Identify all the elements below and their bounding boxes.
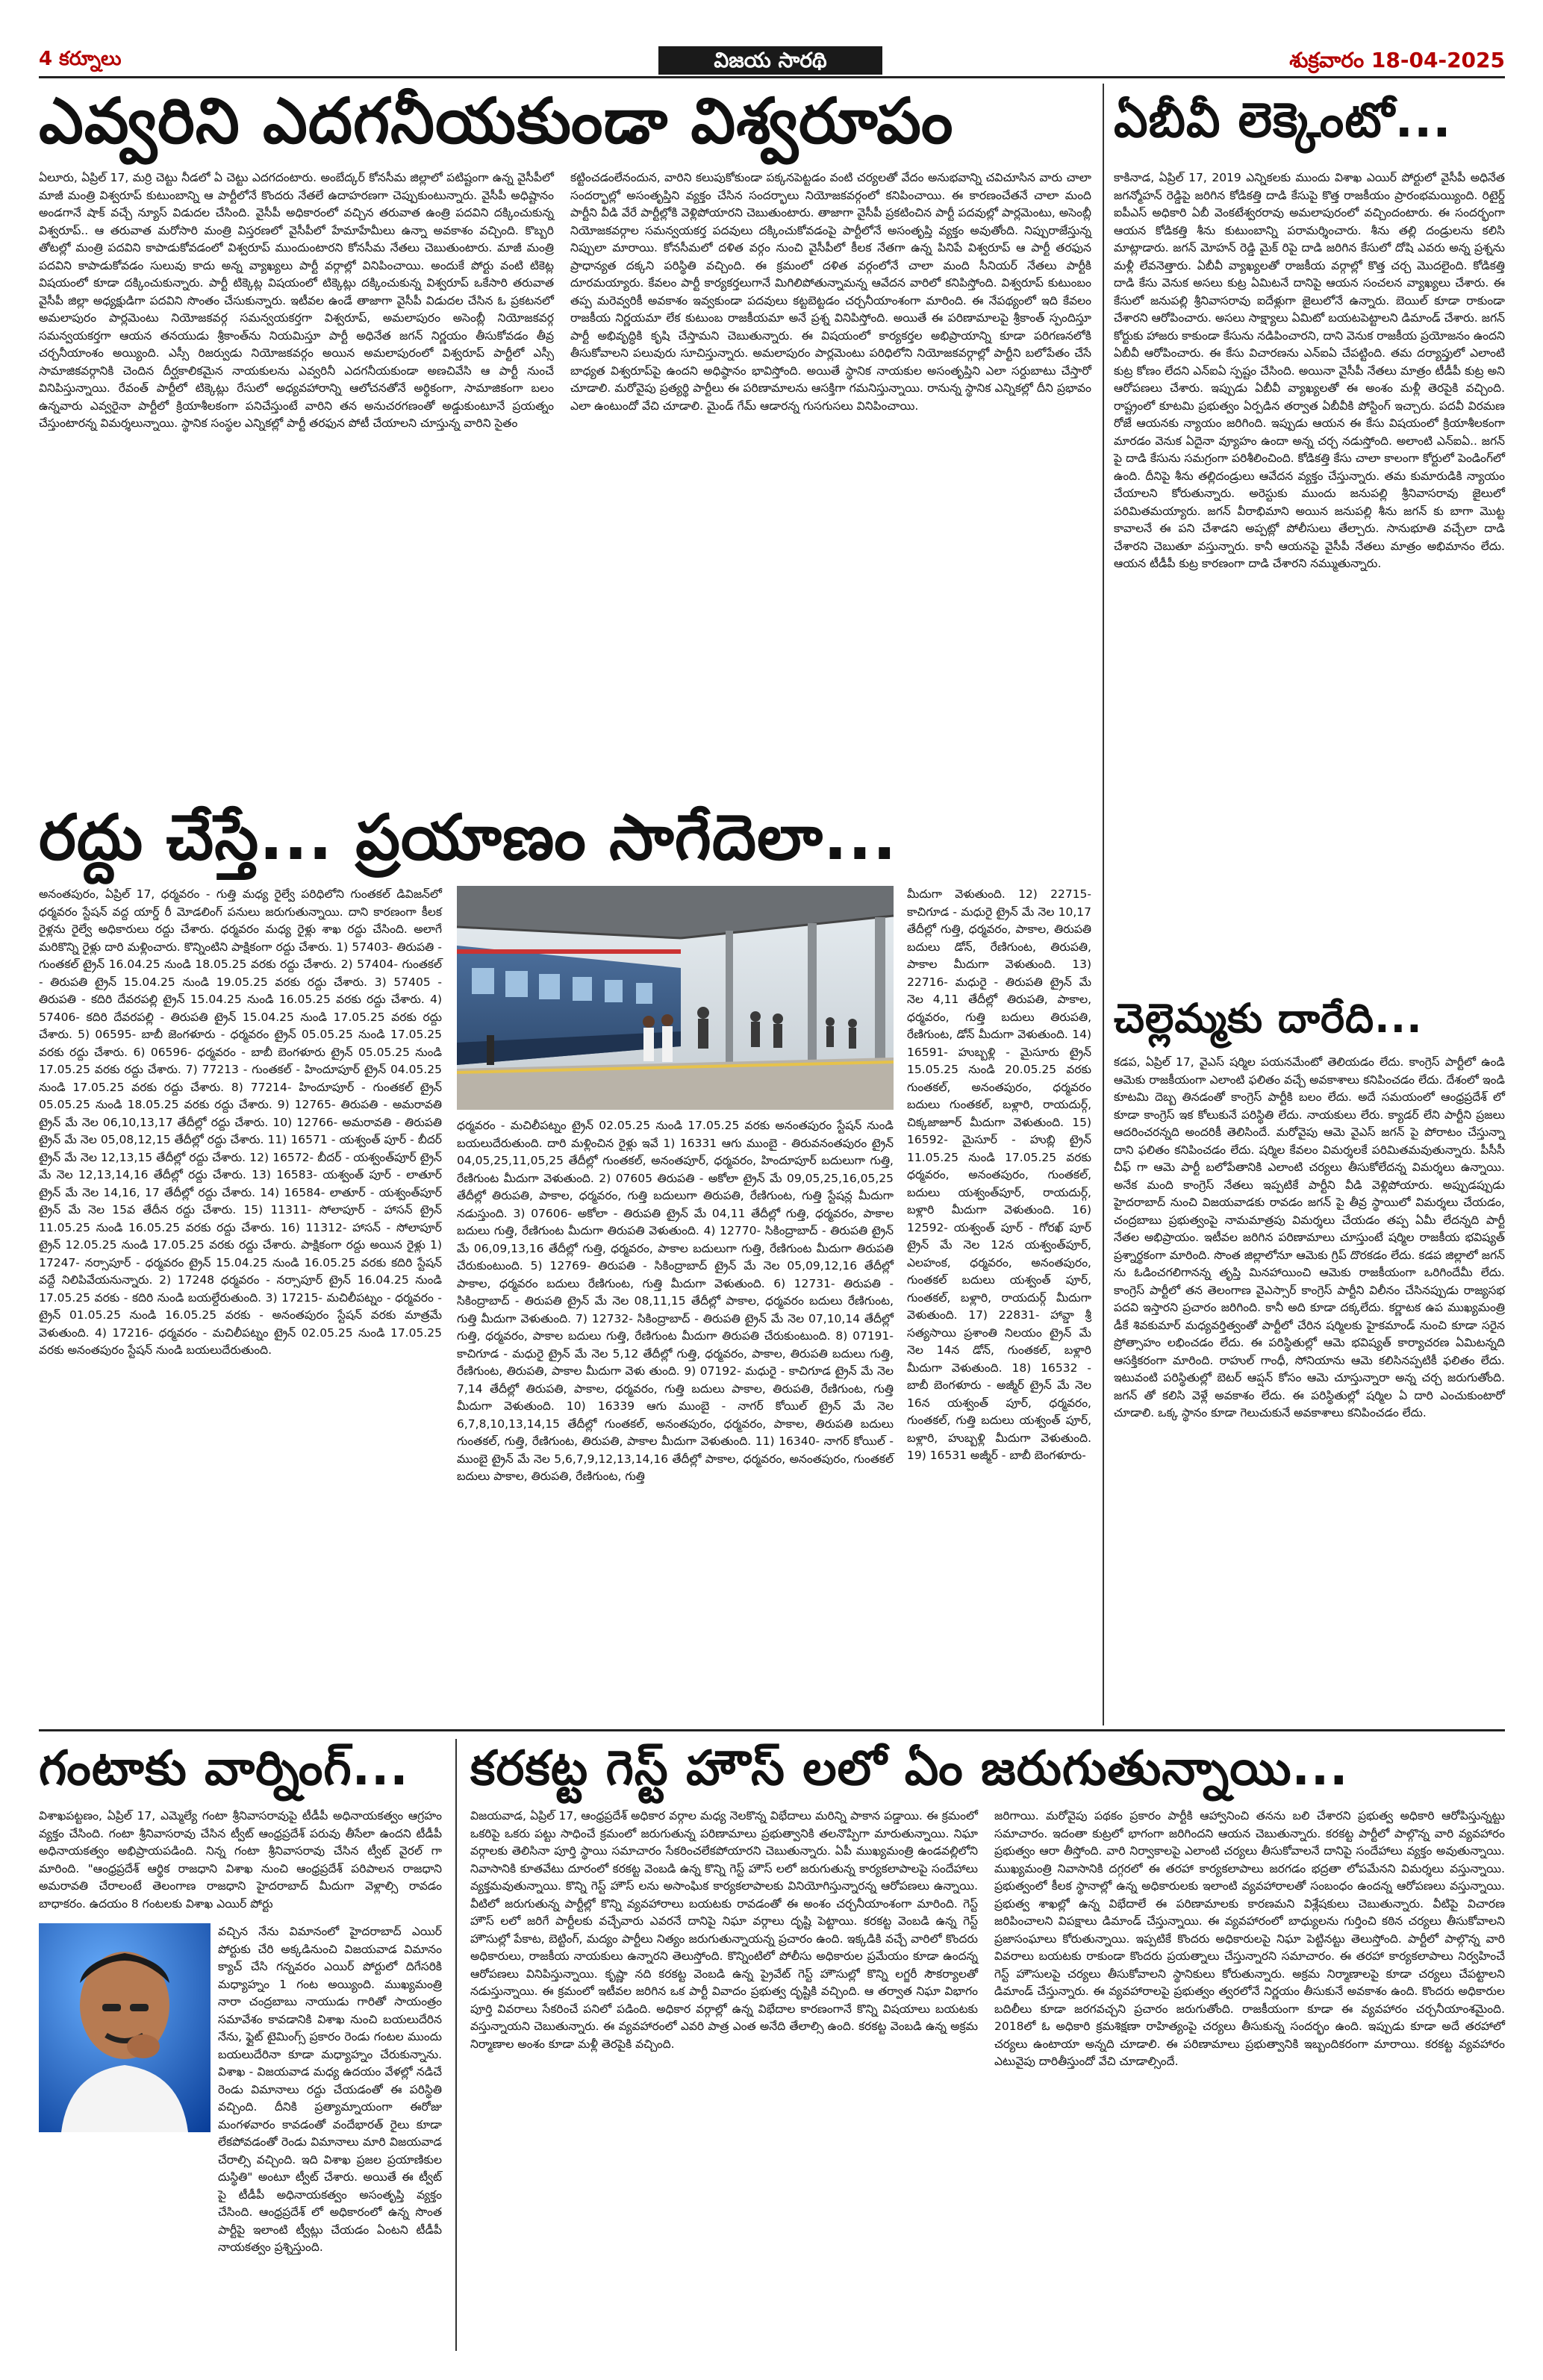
- story-abv-body: [1114, 169, 1505, 983]
- story-abv-text: కాకినాడ, ఏప్రిల్ 17, 2019 ఎన్నికలకు ముందు విశాఖ ఎయిర్ పోర్టులో వైసీపీ అధినేత జగన్మోహన్ రెడ్డిపై జరిగిన కోడికత్తి దాడి కేసుపై కొత్త రాజకీయం ప్రారంభమయ్యింది. రిటైర్డ్ ఐపీఎస్ అధికారి ఏబీ వెంకటేశ్వరరావు అమలాపురంలో వచ్చిందంటారు. ఈ సందర్భంగా ఆయన కోడికత్తి శీను కుటుంబాన్ని పరామర్శించారు. శీను తల్లి దండ్రులను కలిసి మాట్లాడారు. జగన్ మోహన్ రెడ్డి మైక్ రిపై దాడి జరిగిన కేసులో దోషి ఎవరు అన్న ప్రశ్నను మళ్లీ లేవనెత్తారు. ఏబీవీ వ్యాఖ్యలతో రాజకీయ వర్గాల్లో కొత్త చర్చ మొదలైంది. కోడికత్తి దాడి కేసు వెనుక అసలు కుట్ర ఏమిటనే దానిపై ఆయన సంచలన వ్యాఖ్యలు చేశారు. ఈ కేసులో జనుపల్లి శ్రీనివాసరావు ఐదేళ్లుగా జైలులోనే ఉన్నారు. బెయిల్ కూడా రాకుండా చేశారని ఆరోపించారు. అసలు సాక్ష్యాలు ఏమిటో బయటపెట్టాలని డిమాండ్ చేశారు. జగన్ కోర్టుకు హాజరు కాకుండా కేసును నడిపించారని, దాని వెనుక రాజకీయ ప్రయోజనం ఉందని ఏబీవీ ఆరోపించారు. ఈ కేసు విచారణను ఎన్ఐఏ చేపట్టింది. తమ దర్యాప్తులో ఎలాంటి కుట్ర కోణం లేదని ఎన్ఐఏ స్పష్టం చేసింది. అయినా వైసీపీ నేతలు మాత్రం టీడీపీ కుట్ర అని ఆరోపణలు చేశారు. ఇప్పుడు ఏబీవీ వ్యాఖ్యలతో ఈ అంశం మళ్లీ తెరపైకి వచ్చింది. రాష్ట్రంలో కూటమి ప్రభుత్వం ఏర్పడిన తర్వాత ఏబీవీకి పోస్టింగ్ ఇచ్చారు. పదవీ విరమణ రోజే ఆయనకు న్యాయం జరిగింది. ఇప్పుడు ఆయన ఈ కేసు విషయంలో క్రియాశీలకంగా మారడం వెనుక ఏదైనా వ్యూహం ఉందా అన్న చర్చ నడుస్తోంది. అలాంటి ఎన్ఐఏ.. జగన్ పై దాడి కేసును సమగ్రంగా పరిశీలించింది. కోడికత్తి కేసు చాలా కాలంగా కోర్టులో పెండింగ్‌లో ఉంది. దీనిపై శీను తల్లిదండ్రులు ఆవేదన వ్యక్తం చేస్తున్నారు. తమ కుమారుడికి న్యాయం చేయాలని కోరుతున్నారు. అరెస్టుకు ముందు జనుపల్లి శ్రీనివాసరావు జైలులో పరిమితమయ్యారు. జగన్ వీరాభిమాని అయిన జనుపల్లి శీను జగన్ కు బాగా మొట్ట కావాలనే ఈ పని చేశాడని అప్పట్లో పోలీసులు తేల్చారు. సానుభూతి వచ్చేలా దాడి చేశారని చెబుతూ వస్తున్నారు. కానీ ఆయనపై వైసీపీ నేతలు మాత్రం అభిమానం లేదు. ఆయన టీడీపీ కుట్ర కారణంగా దాడి చేశారని నమ్ముతున్నారు.: [1114, 171, 1505, 570]
- story-train-text2: ధర్మవరం - మచిలీపట్నం ట్రైన్ 02.05.25 నుండి 17.05.25 వరకు అనంతపురం స్టేషన్ నుండి బయలుదేరుతుంది. దారి మళ్లించిన రైళ్లు ఇవే 1) 16331 ఆగు ముంబై - తిరువనంతపురం ట్రైన్ 04,05,25,11,05,25 తేదీల్లో గుంతకల్, అనంతపూర్, ధర్మవరం, హిందూపూర్ బదులుగా గుత్తి, రేణిగుంట మీదుగా వెళుతుంది. 2) 07605 తిరుపతి - అకోలా ట్రైన్ మే 09,05,25,16,05,25 తేదీల్లో తిరుపతి, పాకాల, ధర్మవరం, గుత్తి బదులుగా తిరుపతి, రేణిగుంట, గుత్తి స్టేషన్ల మీదుగా నడుస్తుంది. 3) 07606- అకోలా - తిరుపతి ట్రైన్ మే 04,11 తేదీల్లో గుత్తి, ధర్మవరం, పాకాల బదులు గుత్తి, రేణిగుంట మీదుగా తిరుపతి వెళుతుంది. 4) 12770- సికింద్రాబాద్ - తిరుపతి ట్రైన్ మే 06,09,13,16 తేదీల్లో గుత్తి, ధర్మవరం, పాకాల బదులుగా గుత్తి, రేణిగుంట మీదుగా తిరుపతి చేరుకుంటుంది. 5) 12769- తిరుపతి - సికింద్రాబాద్ ట్రైన్ మే నెల 05,09,12,16 తేదీల్లో పాకాల, ధర్మవరం బదులు రేణిగుంట, గుత్తి మీదుగా వెళుతుంది. 6) 12731- తిరుపతి - సికింద్రాబాద్ - తిరుపతి ట్రైన్ మే నెల 08,11,15 తేదీల్లో పాకాల, ధర్మవరం బదులు రేణిగుంట, గుత్తి మీదుగా వెళుతుంది. 7) 12732- సికింద్రాబాద్ - తిరుపతి ట్రైన్ మే నెల 07,10,14 తేదీల్లో గుత్తి, ధర్మవరం, పాకాల బదులు గుత్తి, రేణిగుంట మీదుగా తిరుపతి చేరుకుంటుంది. 8) 07191- కాచిగూడ - మధురై ట్రైన్ మే నెల 5,12 తేదీల్లో గుత్తి, ధర్మవరం, పాకాల, తిరుపతి బదులు గుత్తి, రేణిగుంట, తిరుపతి, పాకాల మీదుగా వెళు తుంది. 9) 07192- మధురై - కాచిగూడ ట్రైన్ మే నెల 7,14 తేదీల్లో తిరుపతి, పాకాల, ధర్మవరం, గుత్తి బదులు పాకాల, తిరుపతి, రేణిగుంట, గుత్తి మీదుగా వెళుతుంది. 10) 16339 ఆగు ముంబై - నాగర్ కోయిల్ ట్రైన్ మే నెల 6,7,8,10,13,14,15 తేదీల్లో గుంతకల్, అనంతపురం, ధర్మవరం, పాకాల, తిరుపతి బదులు గుంతకల్, గుత్తి, రేణిగుంట, తిరుపతి, పాకాల మీదుగా వెళుతుంది. 11) 16340- నాగర్ కోయిల్ - ముంబై ట్రైన్ మే నెల 5,6,7,9,12,13,14,16 తేదీల్లో పాకాల, ధర్మవరం, అనంతపురం, గుంతకల్ బదులు పాకాల, తిరుపతి, రేణిగుంట, గుత్తి: [457, 1119, 894, 1483]
- page-number-label: 4 కర్నూలు: [39, 48, 122, 70]
- story-chellemma-body: [1114, 1054, 1505, 1722]
- issue-date: శుక్రవారం 18-04-2025: [1289, 48, 1505, 72]
- story-chellemma-text: కడప, ఏప్రిల్ 17, వైఎస్ షర్మిల పయనమేంటో తెలియడం లేదు. కాంగ్రెస్ పార్టీలో ఉండి ఆమెకు రాజకీయంగా ఎలాంటి ఫలితం వచ్చే అవకాశాలు కనిపించడం లేదు. దేశంలో ఇండి కూటమి దెబ్బ తినడంతో కాంగ్రెస్ పార్టీకి బలం లేదు. అదే సమయంలో ఆంధ్రప్రదేశ్ లో కూడా కాంగ్రెస్ ఇక కోలుకునే పరిస్థితి లేదు. నాయకులు లేరు. క్యాడర్ లేని పార్టీని ప్రజలు ఆదరించరన్నది అందరికీ తెలిసిందే. మరోవైపు ఆమె వైఎస్ జగన్ పై పోరాటం చేస్తున్నా దాని ఫలితం కనిపించడం లేదు. షర్మిల కేవలం విమర్శలకే పరిమితమవుతున్నారు. పీసీసీ చీఫ్ గా ఆమె పార్టీ బలోపేతానికి ఎలాంటి చర్యలు తీసుకోలేదన్న విమర్శలు ఉన్నాయి. అనేక మంది కాంగ్రెస్ నేతలు ఇప్పటికే పార్టీని వీడి వెళ్లిపోయారు. అప్పుడప్పుడు హైదరాబాద్ నుంచి విజయవాడకు రావడం జగన్ పై తీవ్ర స్థాయిలో విమర్శలు చేయడం, చంద్రబాబు ప్రభుత్వంపై నామమాత్రపు విమర్శలు చేయడం తప్ప ఏమీ లేదన్నది పార్టీ నేతల అభిప్రాయం. ఇటీవల జరిగిన పరిణామాలు చూస్తుంటే షర్మిల రాజకీయ భవిష్యత్ ప్రశ్నార్థకంగా మారింది. సొంత జిల్లాలోనూ ఆమెకు గ్రిప్ దొరకడం లేదు. కడప జిల్లాలో జగన్ ను ఓడించగలిగానన్న తృప్తి మినహాయించి ఆమెకు రాజకీయంగా ఒరిగిందేమీ లేదు. కాంగ్రెస్ పార్టీలో తన తెలంగాణ వైఎస్సార్ కాంగ్రెస్ పార్టీని విలీనం చేసినప్పుడు రాజ్యసభ పదవి ఇస్తారని ప్రచారం జరిగింది. కానీ అది కూడా దక్కలేదు. కర్ణాటక ఉప ముఖ్యమంత్రి డీకే శివకుమార్ మధ్యవర్తిత్వంతో పార్టీలో చేరిన షర్మిలకు హైకమాండ్ నుంచి కూడా సరైన ప్రోత్సాహం లభించడం లేదు. ఈ పరిస్థితుల్లో ఆమె భవిష్యత్ కార్యాచరణ ఏమిటన్నది ఆసక్తికరంగా మారింది. రాహుల్ గాంధీ, సోనియాను ఆమె కలిసినప్పటికీ ఫలితం లేదు. ఇటువంటి పరిస్థితుల్లో బెటర్ ఆప్షన్ కోసం ఆమె చూస్తున్నారా అన్న చర్చ జరుగుతోంది. జగన్ తో కలిసి వెళ్లే అవకాశం లేదు. ఈ పరిస్థితుల్లో షర్మిల ఏ దారి ఎంచుకుంటారో చూడాలి. ఒక్క స్థానం కూడా గెలుచుకునే అవకాశాలు కనిపించడం లేదు.: [1114, 1055, 1505, 1419]
- section-divider: [39, 1729, 1505, 1731]
- story-karakatta-text2: జరిగాయి. మరోవైపు పథకం ప్రకారం పార్టీకి ఆహ్వానించి తనను బలి చేశారని ప్రభుత్వ అధికారి ఆరోపిస్తున్నట్టు సమాచారం. ఇదంతా కుట్రలో భాగంగా జరిగిందని ఆయన చెబుతున్నారు. కరకట్ట పార్టీలో పాల్గొన్న వారి వ్యవహారం ప్రభుత్వం ఆరా తీస్తోంది. వారి నిర్వాకాలపై ఎలాంటి చర్యలు తీసుకోవాలనే దానిపై సందేహాలు వ్యక్తం అవుతున్నాయి. ముఖ్యమంత్రి నివాసానికి దగ్గరలో ఈ తరహా కార్యకలాపాలు జరగడం భద్రతా లోపమేనని విమర్శలు వస్తున్నాయి. ప్రభుత్వంలో కీలక స్థానాల్లో ఉన్న అధికారులకు ఇలాంటి వ్యవహారాలతో సంబంధం ఉందన్న ఆరోపణలు వస్తున్నాయి. ప్రభుత్వ శాఖల్లో ఉన్న విభేదాలే ఈ పరిణామాలకు కారణమని విశ్లేషకులు చెబుతున్నారు. వీటిపై విచారణ జరిపించాలని విపక్షాలు డిమాండ్ చేస్తున్నాయి. ఈ వ్యవహారంలో బాధ్యులను గుర్తించి కఠిన చర్యలు తీసుకోవాలని ప్రజాసంఘాలు కోరుతున్నాయి. ఇప్పటికే కొందరు అధికారులపై నిఘా పెట్టినట్టు తెలుస్తోంది. పార్టీలో పాల్గొన్న వారి వివరాలు బయటకు రాకుండా కొందరు ప్రయత్నాలు చేస్తున్నారని సమాచారం. ఈ తరహా కార్యకలాపాలు నిర్వహించే గెస్ట్ హౌసులపై చర్యలు తీసుకోవాలని స్థానికులు కోరుతున్నారు. అక్రమ నిర్మాణాలపై కూడా చర్యలు చేపట్టాలని డిమాండ్ చేస్తున్నారు. ఈ వ్యవహారాలపై ప్రభుత్వం త్వరలోనే నిర్ణయం తీసుకునే అవకాశం ఉంది. కొందరు అధికారుల బదిలీలు కూడా జరగవచ్చని ప్రచారం జరుగుతోంది. రాజకీయంగా కూడా ఈ వ్యవహారం చర్చనీయాంశమైంది. 2018లో ఓ అధికారి క్రమశిక్షణా రాహిత్యంపై చర్యలు తీసుకున్న సందర్భం ఉంది. ఇప్పుడు కూడా అదే తరహాలో చర్యలు ఉంటాయా అన్నది చూడాలి. ఈ పరిణామాలు ప్రభుత్వానికి ఇబ్బందికరంగా మారాయి. కరకట్ట వ్యవహారం ఎటువైపు దారితీస్తుందో వేచి చూడాల్సిందే.: [994, 1809, 1505, 2068]
- railway-station-photo: [457, 886, 894, 1110]
- story-vishwaroopam-col2: [570, 169, 1091, 789]
- story-ganta-text2: వచ్చిన నేను విమానంలో హైదరాబాద్ ఎయిర్ పోర్టుకు చేరి అక్కడినుంచి విజయవాడ విమానం క్యాచ్ చేసి గన్నవరం ఎయిర్ పోర్టులో దిగేసరికి మధ్యాహ్నం 1 గంట అయ్యింది. ముఖ్యమంత్రి నారా చంద్రబాబు నాయుడు గారితో సాయంత్రం సమావేశం కావడానికి విశాఖ నుంచి బయలుదేరిన నేను, ఫ్లైట్ టైమింగ్స్ ప్రకారం రెండు గంటల ముందు బయలుదేరినా కూడా మధ్యాహ్నం చేరుకున్నాను. విశాఖ - విజయవాడ మధ్య ఉదయం వేళల్లో నడిచే రెండు విమానాలు రద్దు చేయడంతో ఈ పరిస్థితి వచ్చింది. దీనికి ప్రత్యామ్నాయంగా ఈరోజు మంగళవారం కావడంతో వందేభారత్ రైలు కూడా లేకపోవడంతో రెండు విమానాలు మారి విజయవాడ చేరాల్సి వచ్చింది. ఇది విశాఖ ప్రజల ప్రయాణికుల దుస్థితి" అంటూ ట్వీట్ చేశారు. అయితే ఈ ట్వీట్ పై టీడీపీ అధినాయకత్వం అసంతృప్తి వ్యక్తం చేసింది. ఆంధ్రప్రదేశ్ లో అధికారంలో ఉన్న సొంత పార్టీపై ఇలాంటి ట్వీట్లు చేయడం ఏంటని టీడీపీ నాయకత్వం ప్రశ్నిస్తుంది.: [218, 1925, 442, 2254]
- story-vishwaroopam-text1: ఏలూరు, ఏప్రిల్ 17, మర్రి చెట్టు నీడలో ఏ చెట్టు ఎదగదంటారు. అంబేద్కర్ కోనసీమ జిల్లాలో పటిష్టంగా ఉన్న వైసీపీలో మాజీ మంత్రి విశ్వరూప్ కుటుంబాన్ని ఆ పార్టీలోనే కొందరు నేతలే ఉదాహరణగా చెప్పుకుంటున్నారు. వైసీపీ అధిష్టానం అండగానే షాక్ వచ్చే న్యూస్ విడుదల చేసింది. వైసీపీ అధికారంలో వచ్చిన తరువాత ఉంత్రి పదవిని దక్కించుకున్న విశ్వరూప్.. ఆ తరువాత మరోసారి మంత్రి విస్తరణలో వైసీపీలో హేమాహేమీలు ఉన్నా అవకాశం వచ్చింది. కొబ్బరి తోటల్లో మంత్రి పదవిని కాపాడుకోవడంలో విశ్వరూప్ ముందుంటారని కోనసీమ నేతలు చెబుతుంటారు. మాజీ మంత్రి పదవిని కాపాడుకోవడం సులువు కాదు అన్న వ్యాఖ్యలు పార్టీ వర్గాల్లో వినిపించాయి. అందుకే పోర్టు వంటి టికెట్ల విషయంలో కూడా దక్కించుకున్నారు. పార్టీ టిక్కెట్ల విషయంలో టిక్కెట్లు దక్కించుకున్న విశ్వరూప్ ఒకేసారి తరువాత వైసీపీ జిల్లా అధ్యక్షుడిగా పదవిని సొంతం చేసుకున్నారు. ఇటీవల ఉండే తాజాగా వైసీపీ విడుదల చేసిన ఓ ప్రకటనలో అమలాపురం పార్లమెంటు నియోజకవర్గ సమన్వయకర్తగా విశ్వరూప్, అమలాపురం అసెంబ్లీ నియోజకవర్గ సమన్వయకర్తగా ఆయన తనయుడు శ్రీకాంత్‌ను నియమిస్తూ పార్టీ అధినేత జగన్ నిర్ణయం తీసుకోవడం తీవ్ర చర్చనీయాంశం అయ్యింది. ఎస్సీ రిజర్వుడు నియోజకవర్గం అయిన అమలాపురంలో విశ్వరూప్ పార్టీలో ఎస్సీ సామాజికవర్గానికి చెందిన దీర్ఘకాలికమైన నాయకులను ఎవ్వరినీ ఎదగనీయకుండా అణచివేసి ఆ పార్టీ నుంచే వినిపిస్తున్నాయి. రేవంత్ పార్టీలో టిక్కెట్లు రేసులో అధ్యవహారాన్ని ఆలోచనతోనే అర్థికంగా, సామాజికంగా బలం ఉన్నవారు ఎవ్వరైనా పార్టీలో క్రియాశీలకంగా పనిచేస్తుంటే వారిని తన అనుచరగణంతో అడ్డుకుంటూనే ప్రయత్నం చేస్తుంటారన్న విమర్శలున్నాయి. స్థానిక సంస్థల ఎన్నికల్లో పార్టీ తరఫున పోటీ చేయాలని చూస్తున్న వారిని సైతం: [39, 171, 554, 430]
- story-vishwaroopam-col1: [39, 169, 554, 789]
- headline-ganta: గంటాకు వార్నింగ్...: [39, 1741, 409, 1796]
- bottom-column-divider: [455, 1739, 457, 2351]
- story-karakatta-text1: విజయవాడ, ఏప్రిల్ 17, ఆంధ్రప్రదేశ్ అధికార వర్గాల మధ్య నెలకొన్న విభేదాలు మరిన్ని పాకాన పడ్డాయి. ఈ క్రమంలో ఒకరిపై ఒకరు పట్టు సాధించే క్రమంలో జరుగుతున్న పరిణామాలు ప్రభుత్వానికి తలనొప్పిగా మారుతున్నాయి. నిఘా వర్గాలకు తెలిసినా పూర్తి స్థాయి సమాచారం సేకరించలేకపోయారని చెబుతున్నారు. ఏపీ ముఖ్యమంత్రి ఉండవల్లిలోని నివాసానికి కూతవేటు దూరంలో కరకట్ట వెంబడి ఉన్న కొన్ని గెస్ట్ హౌస్ లలో జరుగుతున్న కార్యకలాపాలపై సందేహాలు వ్యక్తమవుతున్నాయి. కొన్ని గెస్ట్ హౌస్ లను అసాంఘిక కార్యకలాపాలకు వినియోగిస్తున్నారన్న ఆరోపణలు ఉన్నాయి. వీటిలో జరుగుతున్న పార్టీల్లో కొన్ని వ్యవహారాలు బయటకు రావడంతో ఈ అంశం చర్చనీయాంశంగా మారింది. గెస్ట్ హౌస్ లలో జరిగే పార్టీలకు వచ్చేవారు ఎవరనే దానిపై నిఘా వర్గాలు దృష్టి పెట్టాయి. కరకట్ట వెంబడి ఉన్న గెస్ట్ హౌసుల్లో పేకాట, బెట్టింగ్, మద్యం పార్టీలు నిత్యం జరుగుతున్నాయన్న ప్రచారం ఉంది. ఇక్కడికి వచ్చే వారిలో కొందరు అధికారులు, రాజకీయ నాయకులు ఉన్నారని తెలుస్తోంది. కొన్నింటిలో పోలీసు అధికారుల ప్రమేయం కూడా ఉందన్న ఆరోపణలు వినిపిస్తున్నాయి. కృష్ణా నది కరకట్ట వెంబడి ఉన్న ప్రైవేట్ గెస్ట్ హౌసుల్లో కొన్ని లగ్జరీ సౌకర్యాలతో నడుస్తున్నాయి. ఈ క్రమంలో ఇటీవల జరిగిన ఒక పార్టీ వివాదం ప్రభుత్వ దృష్టికి వచ్చింది. ఆ తర్వాత నిఘా విభాగం పూర్తి వివరాలు సేకరించే పనిలో పడింది. అధికార వర్గాల్లో ఉన్న విభేదాల కారణంగానే కొన్ని విషయాలు బయటకు వస్తున్నాయని చెబుతున్నారు. ఈ వ్యవహారంలో ఎవరి పాత్ర ఎంత అనేది తేలాల్సి ఉంది. కరకట్ట వెంబడి ఉన్న అక్రమ నిర్మాణాల అంశం కూడా మళ్లీ తెరపైకి వచ్చింది.: [470, 1809, 978, 2051]
- headline-karakatta: కరకట్ట గెస్ట్ హౌస్ లలో ఏం జరుగుతున్నాయి...: [470, 1741, 1349, 1796]
- story-karakatta-col2: [994, 1808, 1505, 2352]
- story-train-col1: [39, 886, 442, 1722]
- story-train-text1: అనంతపురం, ఏప్రిల్ 17, ధర్మవరం - గుత్తి మధ్య రైల్వే పరిధిలోని గుంతకల్ డివిజన్‌లో ధర్మవరం స్టేషన్ వద్ద యార్డ్ రీ మోడలింగ్ పనులు జరుగుతున్నాయి. దాని కారణంగా కీలక రైళ్లను రైల్వే అధికారులు రద్దు చేశారు. ధర్మవరం మధ్య రైళ్లు శాఖ రద్దు చేసింది. అలాగే మరికొన్ని రైళ్లు దారి మళ్లించారు. కొన్నింటిని పాక్షికంగా రద్దు చేశారు. 1) 57403- తిరుపతి - గుంతకల్ ట్రైన్ 16.04.25 నుండి 18.05.25 వరకు రద్దు చేశారు. 2) 57404- గుంతకల్ - తిరుపతి ట్రైన్ 15.04.25 నుండి 19.05.25 వరకు రద్దు చేశారు. 3) 57405 - తిరుపతి - కదిరి దేవరపల్లి ట్రైన్ 15.04.25 నుండి 16.05.25 వరకు రద్దు చేశారు. 4) 57406- కదిరి దేవరపల్లి - తిరుపతి ట్రైన్ 15.04.25 నుండి 17.05.25 వరకు రద్దు చేశారు. 5) 06595- బాబీ జెంగళూరు - ధర్మవరం ట్రైన్ 05.05.25 నుండి 17.05.25 వరకు రద్దు చేశారు. 6) 06596- ధర్మవరం - బాబీ బెంగళూరు ట్రైన్ 05.05.25 నుండి 17.05.25 వరకు రద్దు చేశారు. 7) 77213 - గుంతకల్ - హిందూపూర్ ట్రైన్ 04.05.25 నుండి 17.05.25 వరకు రద్దు చేశారు. 8) 77214- హిందూపూర్ - గుంతకల్ ట్రైన్ 05.05.25 నుండి 18.05.25 వరకు రద్దు చేశారు. 9) 12765- తిరుపతి - అమరావతి ట్రైన్ మే నెల 06,10,13,17 తేదీల్లో రద్దు చేశారు. 10) 12766- అమరావతి - తిరుపతి ట్రైన్ మే నెల 05,08,12,15 తేదీల్లో రద్దు చేశారు. 11) 16571 - యశ్వంత్ పూర్ - బీదర్ ట్రైన్ మే నెల 12,13,15 తేదీల్లో రద్దు చేశారు. 12) 16572- బీదర్ - యశ్వంత్‌పూర్ ట్రైన్ మే నెల 12,13,14,16 తేదీల్లో రద్దు చేశారు. 13) 16583- యశ్వంత్ పూర్ - లాతూర్ ట్రైన్ మే నెల 14,16, 17 తేదీల్లో రద్దు చేశారు. 14) 16584- లాతూర్ - యశ్వంత్‌పూర్ ట్రైన్ మే నెల 15వ తేదీన రద్దు చేశారు. 15) 11311- సోలాపూర్ - హాసన్ ట్రైన్ 11.05.25 నుండి 16.05.25 వరకు రద్దు చేశారు. 16) 11312- హాసన్ - సోలాపూర్ ట్రైన్ 12.05.25 నుండి 17.05.25 వరకు రద్దు చేశారు. పాక్షికంగా రద్దు అయిన రైళ్లు 1) 17247- నర్సాపూర్ - ధర్మవరం ట్రైన్ 15.04.25 నుండి 16.05.25 వరకు కదిరి స్టేషన్ వద్దే నిలిపివేయనున్నారు. 2) 17248 ధర్మవరం - నర్సాపూర్ ట్రైన్ 16.04.25 నుండి 17.05.25 వరకు - కదిరి నుండి బయల్దేరుతుంది. 3) 17215- మచిలీపట్నం - ధర్మవరం - ట్రైన్ 01.05.25 నుండి 16.05.25 వరకు - అనంతపురం స్టేషన్ వరకు మాత్రమే వెళుతుంది. 4) 17216- ధర్మవరం - మచిలీపట్నం ట్రైన్ 02.05.25 నుండి 17.05.25 వరకు అనంతపురం స్టేషన్ నుండి బయలుదేరుతుంది.: [39, 887, 442, 1357]
- ganta-portrait-photo: [39, 1923, 211, 2132]
- story-ganta-intro: [39, 1808, 442, 1920]
- story-ganta-text1: విశాఖపట్టణం, ఏప్రిల్ 17, ఎమ్మెల్యే గంటా శ్రీనివాసరావుపై టీడీపీ అధినాయకత్వం ఆగ్రహం వ్యక్తం చేసింది. గంటా శ్రీనివాసరావు చేసిన ట్వీట్ ఆంధ్రప్రదేశ్ పరువు తీసేలా ఉందని టీడీపీ అధినాయకత్వం అభిప్రాయపడింది. నిన్న గంటా శ్రీనివాసరావు చేసిన ట్వీట్ వైరల్ గా మారింది. "ఆంధ్రప్రదేశ్ ఆర్థిక రాజధాని విశాఖ నుంచి ఆంధ్రప్రదేశ్ పరిపాలన రాజధాని అమరావతి చేరాలంటే తెలంగాణ రాజధాని హైదరాబాద్ మీదుగా వెళ్లాల్సి రావడం బాధాకరం. ఉదయం 8 గంటలకు విశాఖ ఎయిర్ పోర్టు: [39, 1809, 442, 1911]
- headline-train-cancel: రద్దు చేస్తే... ప్రయాణం సాగేదెలా...: [39, 801, 897, 874]
- headline-chellemma: చెల్లెమ్మకు దారేది...: [1114, 995, 1423, 1042]
- headline-abv: ఏబీవీ లెక్కెంటో...: [1114, 93, 1452, 149]
- story-vishwaroopam-text2: కట్టించడంలేనందున, వారిని కలుపుకోకుండా పక్కనపెట్టడం వంటి చర్యలతో వేదం అనుభవాన్ని చవిచూసిన వారు చాలా సందర్భాల్లో అసంతృప్తిని వ్యక్తం చేసిన సందర్భాలు నియోజకవర్గంలో కనిపించాయి. ఈ కారణంచేతనే చాలా మంది పార్టీని వీడి వేరే పార్టీల్లోకి వెళ్లిపోయారని చెబుతుంటారు. తాజాగా వైసీపీ ప్రకటించిన పార్టీ పదవుల్లో పార్లమెంటు, అసెంబ్లీ నియోజకవర్గాల సమన్వయకర్త పదవులు దక్కించుకోవడంపై పార్టీలోనే అసంతృప్తి వ్యక్తం అవుతోంది. నిప్పురాజేస్తున్న నిప్పులా మారాయి. కోనసీమలో దళిత వర్గం నుంచి వైసీపీలో కీలక నేతగా ఉన్న పినిపే విశ్వరూప్ ఆ పార్టీ తరఫున ప్రాధాన్యత దక్కని పరిస్థితి వచ్చింది. ఈ క్రమంలో దళిత వర్గంలోనే చాలా మంది సీనియర్ నేతలు పార్టీకి దూరమయ్యారు. కేవలం పార్టీ కార్యకర్తలుగానే మిగిలిపోతున్నామన్న ఆవేదన వారిలో కనిపిస్తోంది. విశ్వరూప్ కుటుంబం తప్ప మరెవ్వరికీ అవకాశం ఇవ్వకుండా పదవులు కట్టబెట్టడం చర్చనీయాంశంగా మారింది. ఈ నేపథ్యంలో ఇది కేవలం రాజకీయ నిర్ణయమా లేక కుటుంబ రాజకీయమా అనే ప్రశ్న వినిపిస్తోంది. అయితే ఈ పరిణామాలపై శ్రీకాంత్ స్పందిస్తూ పార్టీ అభివృద్ధికి కృషి చేస్తామని చెబుతున్నారు. ఈ విషయంలో కార్యకర్తల అభిప్రాయాన్ని కూడా పరిగణనలోకి తీసుకోవాలని పలువురు సూచిస్తున్నారు. అమలాపురం పార్లమెంటు పరిధిలోని నియోజకవర్గాల్లో పార్టీని బలోపేతం చేసే బాధ్యత విశ్వరూప్‌పై ఉందని అధిష్ఠానం భావిస్తోంది. అయితే స్థానిక నాయకుల అసంతృప్తిని ఎలా సర్దుబాటు చేస్తారో చూడాలి. మరోవైపు ప్రత్యర్థి పార్టీలు ఈ పరిణామాలను ఆసక్తిగా గమనిస్తున్నాయి. రానున్న స్థానిక ఎన్నికల్లో దీని ప్రభావం ఎలా ఉంటుందో వేచి చూడాలి. మైండ్ గేమ్ ఆడారన్న గుసగుసలు వినిపించాయి.: [570, 171, 1091, 413]
- headline-vishwaroopam: ఎవ్వరిని ఎదగనీయకుండా విశ్వరూపం: [39, 84, 954, 157]
- story-train-text3: మీదుగా వెళుతుంది. 12) 22715- కాచిగూడ - మధురై ట్రైన్ మే నెల 10,17 తేదీల్లో గుత్తి, ధర్మవరం, పాకాల, తిరుపతి బదులు డోన్, రేణిగుంట, తిరుపతి, పాకాల మీదుగా వెళుతుంది. 13) 22716- మధురై - తిరుపతి ట్రైన్ మే నెల 4,11 తేదీల్లో తిరుపతి, పాకాల, ధర్మవరం, గుత్తి బదులు తిరుపతి, రేణిగుంట, డోన్ మీదుగా వెళుతుంది. 14) 16591- హుబ్బళ్లి - మైసూరు ట్రైన్ 15.05.25 నుండి 20.05.25 వరకు గుంతకల్, అనంతపురం, ధర్మవరం బదులు గుంతకల్, బళ్లారి, రాయదుర్గ్, చిక్కజాజూర్ మీదుగా వెళుతుంది. 15) 16592- మైసూర్ - హుబ్లి ట్రైన్ 11.05.25 నుండి 17.05.25 వరకు ధర్మవరం, అనంతపురం, గుంతకల్, బదులు యశ్వంత్‌పూర్, రాయదుర్గ్, బళ్లారి మీదుగా వెళుతుంది. 16) 12592- యశ్వంత్ పూర్ - గోరఖ్ పూర్ ట్రైన్ మే నెల 12న యశ్వంత్‌పూర్, ఎలహంక, ధర్మవరం, అనంతపురం, గుంతకల్ బదులు యశ్వంత్ పూర్, గుంతకల్, బళ్లారి, రాయదుర్గ్ మీదుగా వెళుతుంది. 17) 22831- హావ్డా శ్రీ సత్యసాయి ప్రశాంతి నిలయం ట్రైన్ మే నెల 14న డోన్, గుంతకల్, బళ్లారి మీదుగా వెళుతుంది. 18) 16532 - బాబీ బెంగళూరు - అజ్మీర్ ట్రైన్ మే నెల 16న యశ్వంత్ పూర్, ధర్మవరం, గుంతకల్, గుత్తి బదులు యశ్వంత్ పూర్, బళ్లారి, హుబ్బళ్లి మీదుగా వెళుతుంది. 19) 16531 అజ్మీర్ - బాబీ బెంగళూరు-: [907, 887, 1091, 1462]
- newspaper-masthead: విజయ సారథి: [658, 46, 882, 75]
- story-train-col2: [457, 1117, 894, 1722]
- story-train-col3: [907, 886, 1091, 1722]
- story-karakatta-col1: [470, 1808, 978, 2352]
- story-ganta-side: [218, 1923, 442, 2254]
- column-divider: [1103, 84, 1104, 1725]
- page-header: [39, 46, 1505, 78]
